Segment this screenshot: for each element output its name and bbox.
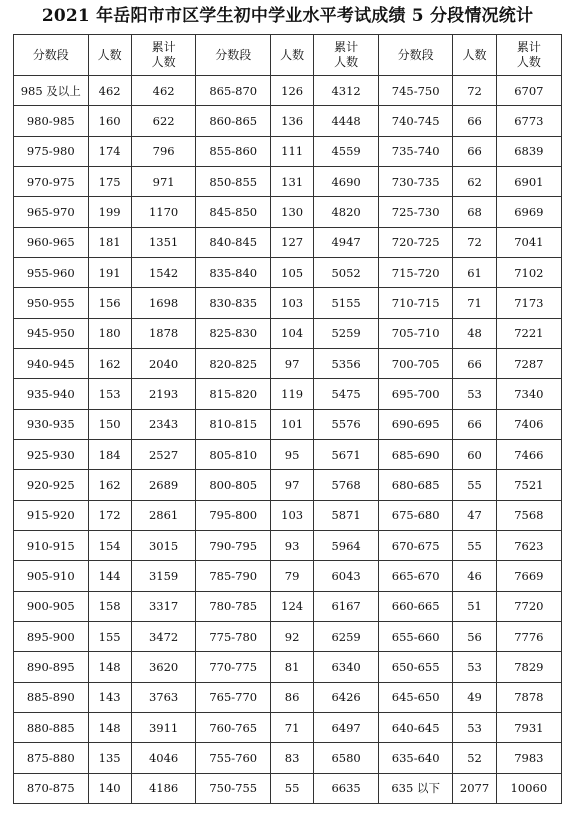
cumulative-cell: 4820: [314, 197, 379, 227]
score-range-cell: 775-780: [196, 621, 271, 651]
cumulative-cell: 7568: [496, 500, 561, 530]
count-cell: 61: [453, 257, 496, 287]
cumulative-cell: 4559: [314, 136, 379, 166]
count-cell: 55: [453, 470, 496, 500]
score-range-cell: 725-730: [378, 197, 453, 227]
score-range-cell: 770-775: [196, 652, 271, 682]
header-cumulative-line: 人数: [516, 55, 541, 69]
count-cell: 2077: [453, 773, 496, 803]
cumulative-cell: 1542: [131, 257, 196, 287]
score-range-cell: 860-865: [196, 106, 271, 136]
table-row: [14, 712, 562, 742]
count-cell: 97: [270, 470, 313, 500]
score-range-cell: 895-900: [14, 621, 89, 651]
cumulative-cell: 5475: [314, 379, 379, 409]
score-range-cell: 910-915: [14, 530, 89, 560]
cumulative-cell: 1698: [131, 288, 196, 318]
cumulative-cell: 3911: [131, 712, 196, 742]
count-cell: 143: [88, 682, 131, 712]
cumulative-cell: 7173: [496, 288, 561, 318]
count-cell: 150: [88, 409, 131, 439]
score-range-cell: 680-685: [378, 470, 453, 500]
score-range-cell: 805-810: [196, 439, 271, 469]
table-row: [14, 257, 562, 287]
cumulative-cell: 7521: [496, 470, 561, 500]
cumulative-cell: 7878: [496, 682, 561, 712]
count-cell: 154: [88, 530, 131, 560]
count-cell: 66: [453, 409, 496, 439]
count-cell: 83: [270, 743, 313, 773]
cumulative-cell: 7406: [496, 409, 561, 439]
score-range-cell: 840-845: [196, 227, 271, 257]
header-count: 人数: [453, 35, 496, 76]
table-row: [14, 227, 562, 257]
count-cell: 153: [88, 379, 131, 409]
count-cell: 68: [453, 197, 496, 227]
table-row: [14, 591, 562, 621]
score-range-cell: 965-970: [14, 197, 89, 227]
count-cell: 53: [453, 379, 496, 409]
cumulative-cell: 7287: [496, 348, 561, 378]
cumulative-cell: 6773: [496, 106, 561, 136]
table-row: [14, 652, 562, 682]
table-row: [14, 379, 562, 409]
count-cell: 131: [270, 166, 313, 196]
table-row: [14, 136, 562, 166]
count-cell: 71: [270, 712, 313, 742]
cumulative-cell: 10060: [496, 773, 561, 803]
count-cell: 184: [88, 439, 131, 469]
score-range-cell: 830-835: [196, 288, 271, 318]
table-row: [14, 743, 562, 773]
score-range-cell: 760-765: [196, 712, 271, 742]
cumulative-cell: 6167: [314, 591, 379, 621]
score-range-cell: 785-790: [196, 561, 271, 591]
score-range-cell: 730-735: [378, 166, 453, 196]
count-cell: 66: [453, 348, 496, 378]
cumulative-cell: 7829: [496, 652, 561, 682]
table-row: [14, 76, 562, 106]
count-cell: 181: [88, 227, 131, 257]
cumulative-cell: 7102: [496, 257, 561, 287]
count-cell: 62: [453, 166, 496, 196]
count-cell: 130: [270, 197, 313, 227]
table-row: [14, 530, 562, 560]
cumulative-cell: 2193: [131, 379, 196, 409]
score-range-cell: 745-750: [378, 76, 453, 106]
table-row: [14, 500, 562, 530]
count-cell: 140: [88, 773, 131, 803]
count-cell: 71: [453, 288, 496, 318]
score-range-cell: 705-710: [378, 318, 453, 348]
cumulative-cell: 622: [131, 106, 196, 136]
score-range-cell: 645-650: [378, 682, 453, 712]
score-range-cell: 835-840: [196, 257, 271, 287]
count-cell: 66: [453, 106, 496, 136]
cumulative-cell: 2861: [131, 500, 196, 530]
score-range-cell: 670-675: [378, 530, 453, 560]
cumulative-cell: 7221: [496, 318, 561, 348]
count-cell: 55: [270, 773, 313, 803]
count-cell: 72: [453, 76, 496, 106]
score-range-cell: 640-645: [378, 712, 453, 742]
score-range-cell: 890-895: [14, 652, 89, 682]
cumulative-cell: 796: [131, 136, 196, 166]
score-range-cell: 925-930: [14, 439, 89, 469]
score-distribution-table: [13, 34, 562, 804]
score-range-cell: 635 以下: [378, 773, 453, 803]
count-cell: 174: [88, 136, 131, 166]
cumulative-cell: 3763: [131, 682, 196, 712]
count-cell: 60: [453, 439, 496, 469]
count-cell: 51: [453, 591, 496, 621]
score-range-cell: 695-700: [378, 379, 453, 409]
count-cell: 462: [88, 76, 131, 106]
count-cell: 105: [270, 257, 313, 287]
cumulative-cell: 5259: [314, 318, 379, 348]
score-range-cell: 800-805: [196, 470, 271, 500]
header-count: 人数: [88, 35, 131, 76]
table-body: [14, 76, 562, 804]
count-cell: 53: [453, 652, 496, 682]
count-cell: 136: [270, 106, 313, 136]
score-range-cell: 755-760: [196, 743, 271, 773]
header-cumulative: [131, 35, 196, 76]
cumulative-cell: 4046: [131, 743, 196, 773]
table-row: [14, 106, 562, 136]
score-range-cell: 850-855: [196, 166, 271, 196]
score-range-cell: 820-825: [196, 348, 271, 378]
score-range-cell: 715-720: [378, 257, 453, 287]
count-cell: 72: [453, 227, 496, 257]
count-cell: 95: [270, 439, 313, 469]
cumulative-cell: 5356: [314, 348, 379, 378]
count-cell: 127: [270, 227, 313, 257]
count-cell: 66: [453, 136, 496, 166]
count-cell: 55: [453, 530, 496, 560]
cumulative-cell: 5671: [314, 439, 379, 469]
cumulative-cell: 6969: [496, 197, 561, 227]
score-range-cell: 915-920: [14, 500, 89, 530]
score-range-cell: 780-785: [196, 591, 271, 621]
score-range-cell: 920-925: [14, 470, 89, 500]
count-cell: 158: [88, 591, 131, 621]
score-table-container: [13, 34, 562, 804]
count-cell: 155: [88, 621, 131, 651]
count-cell: 111: [270, 136, 313, 166]
cumulative-cell: 5155: [314, 288, 379, 318]
count-cell: 175: [88, 166, 131, 196]
count-cell: 148: [88, 652, 131, 682]
cumulative-cell: 7340: [496, 379, 561, 409]
count-cell: 191: [88, 257, 131, 287]
count-cell: 103: [270, 500, 313, 530]
count-cell: 52: [453, 743, 496, 773]
cumulative-cell: 7669: [496, 561, 561, 591]
header-score-range: 分数段: [196, 35, 271, 76]
cumulative-cell: 6497: [314, 712, 379, 742]
score-range-cell: 945-950: [14, 318, 89, 348]
score-range-cell: 700-705: [378, 348, 453, 378]
score-range-cell: 810-815: [196, 409, 271, 439]
count-cell: 172: [88, 500, 131, 530]
cumulative-cell: 3620: [131, 652, 196, 682]
cumulative-cell: 4312: [314, 76, 379, 106]
cumulative-cell: 6426: [314, 682, 379, 712]
cumulative-cell: 7776: [496, 621, 561, 651]
table-row: [14, 621, 562, 651]
cumulative-cell: 7466: [496, 439, 561, 469]
count-cell: 103: [270, 288, 313, 318]
cumulative-cell: 2040: [131, 348, 196, 378]
cumulative-cell: 7931: [496, 712, 561, 742]
cumulative-cell: 7720: [496, 591, 561, 621]
count-cell: 101: [270, 409, 313, 439]
count-cell: 180: [88, 318, 131, 348]
score-range-cell: 660-665: [378, 591, 453, 621]
cumulative-cell: 4690: [314, 166, 379, 196]
cumulative-cell: 5768: [314, 470, 379, 500]
cumulative-cell: 462: [131, 76, 196, 106]
table-row: [14, 288, 562, 318]
count-cell: 81: [270, 652, 313, 682]
score-range-cell: 720-725: [378, 227, 453, 257]
count-cell: 126: [270, 76, 313, 106]
count-cell: 148: [88, 712, 131, 742]
header-cumulative-line: 累计: [334, 40, 359, 54]
score-range-cell: 950-955: [14, 288, 89, 318]
cumulative-cell: 4448: [314, 106, 379, 136]
header-cumulative: [314, 35, 379, 76]
cumulative-cell: 7041: [496, 227, 561, 257]
score-range-cell: 690-695: [378, 409, 453, 439]
header-cumulative-line: 人数: [334, 55, 359, 69]
count-cell: 56: [453, 621, 496, 651]
count-cell: 162: [88, 470, 131, 500]
header-count: 人数: [270, 35, 313, 76]
score-range-cell: 935-940: [14, 379, 89, 409]
count-cell: 104: [270, 318, 313, 348]
header-cumulative-line: 人数: [151, 55, 176, 69]
cumulative-cell: 5964: [314, 530, 379, 560]
page-title: 2021 年岳阳市市区学生初中学业水平考试成绩 5 分段情况统计: [41, 6, 534, 26]
score-range-cell: 790-795: [196, 530, 271, 560]
count-cell: 49: [453, 682, 496, 712]
score-range-cell: 635-640: [378, 743, 453, 773]
cumulative-cell: 1170: [131, 197, 196, 227]
count-cell: 119: [270, 379, 313, 409]
cumulative-cell: 6635: [314, 773, 379, 803]
score-range-cell: 880-885: [14, 712, 89, 742]
count-cell: 93: [270, 530, 313, 560]
count-cell: 79: [270, 561, 313, 591]
table-row: [14, 470, 562, 500]
table-row: [14, 561, 562, 591]
score-range-cell: 980-985: [14, 106, 89, 136]
count-cell: 199: [88, 197, 131, 227]
score-range-cell: 740-745: [378, 106, 453, 136]
score-range-cell: 875-880: [14, 743, 89, 773]
score-range-cell: 735-740: [378, 136, 453, 166]
score-range-cell: 870-875: [14, 773, 89, 803]
cumulative-cell: 1351: [131, 227, 196, 257]
score-range-cell: 675-680: [378, 500, 453, 530]
score-range-cell: 710-715: [378, 288, 453, 318]
table-row: [14, 197, 562, 227]
cumulative-cell: 6707: [496, 76, 561, 106]
count-cell: 48: [453, 318, 496, 348]
score-range-cell: 885-890: [14, 682, 89, 712]
count-cell: 97: [270, 348, 313, 378]
cumulative-cell: 6901: [496, 166, 561, 196]
table-row: [14, 348, 562, 378]
score-range-cell: 865-870: [196, 76, 271, 106]
cumulative-cell: 2689: [131, 470, 196, 500]
count-cell: 86: [270, 682, 313, 712]
score-range-cell: 655-660: [378, 621, 453, 651]
header-cumulative-line: 累计: [516, 40, 541, 54]
cumulative-cell: 4947: [314, 227, 379, 257]
table-row: [14, 318, 562, 348]
cumulative-cell: 6043: [314, 561, 379, 591]
cumulative-cell: 3472: [131, 621, 196, 651]
score-range-cell: 855-860: [196, 136, 271, 166]
table-row: [14, 166, 562, 196]
header-score-range: 分数段: [378, 35, 453, 76]
score-range-cell: 955-960: [14, 257, 89, 287]
score-range-cell: 970-975: [14, 166, 89, 196]
cumulative-cell: 2527: [131, 439, 196, 469]
score-range-cell: 650-655: [378, 652, 453, 682]
header-cumulative-line: 累计: [151, 40, 176, 54]
score-range-cell: 815-820: [196, 379, 271, 409]
cumulative-cell: 5576: [314, 409, 379, 439]
table-row: [14, 439, 562, 469]
cumulative-cell: 4186: [131, 773, 196, 803]
score-range-cell: 665-670: [378, 561, 453, 591]
count-cell: 144: [88, 561, 131, 591]
cumulative-cell: 3317: [131, 591, 196, 621]
score-range-cell: 900-905: [14, 591, 89, 621]
score-range-cell: 795-800: [196, 500, 271, 530]
cumulative-cell: 6839: [496, 136, 561, 166]
count-cell: 124: [270, 591, 313, 621]
score-range-cell: 975-980: [14, 136, 89, 166]
header-cumulative: [496, 35, 561, 76]
cumulative-cell: 2343: [131, 409, 196, 439]
cumulative-cell: 5871: [314, 500, 379, 530]
cumulative-cell: 3159: [131, 561, 196, 591]
score-range-cell: 825-830: [196, 318, 271, 348]
table-row: [14, 682, 562, 712]
cumulative-cell: 971: [131, 166, 196, 196]
count-cell: 156: [88, 288, 131, 318]
cumulative-cell: 3015: [131, 530, 196, 560]
score-range-cell: 685-690: [378, 439, 453, 469]
score-range-cell: 750-755: [196, 773, 271, 803]
score-range-cell: 930-935: [14, 409, 89, 439]
cumulative-cell: 6259: [314, 621, 379, 651]
count-cell: 92: [270, 621, 313, 651]
score-range-cell: 845-850: [196, 197, 271, 227]
score-range-cell: 940-945: [14, 348, 89, 378]
table-row: [14, 409, 562, 439]
count-cell: 135: [88, 743, 131, 773]
header-score-range: 分数段: [14, 35, 89, 76]
score-range-cell: 765-770: [196, 682, 271, 712]
score-range-cell: 960-965: [14, 227, 89, 257]
count-cell: 47: [453, 500, 496, 530]
cumulative-cell: 6580: [314, 743, 379, 773]
cumulative-cell: 7983: [496, 743, 561, 773]
score-range-cell: 905-910: [14, 561, 89, 591]
header-row: [14, 35, 562, 76]
cumulative-cell: 1878: [131, 318, 196, 348]
count-cell: 46: [453, 561, 496, 591]
cumulative-cell: 7623: [496, 530, 561, 560]
count-cell: 53: [453, 712, 496, 742]
count-cell: 162: [88, 348, 131, 378]
table-row: [14, 773, 562, 803]
cumulative-cell: 6340: [314, 652, 379, 682]
cumulative-cell: 5052: [314, 257, 379, 287]
score-range-cell: 985 及以上: [14, 76, 89, 106]
count-cell: 160: [88, 106, 131, 136]
